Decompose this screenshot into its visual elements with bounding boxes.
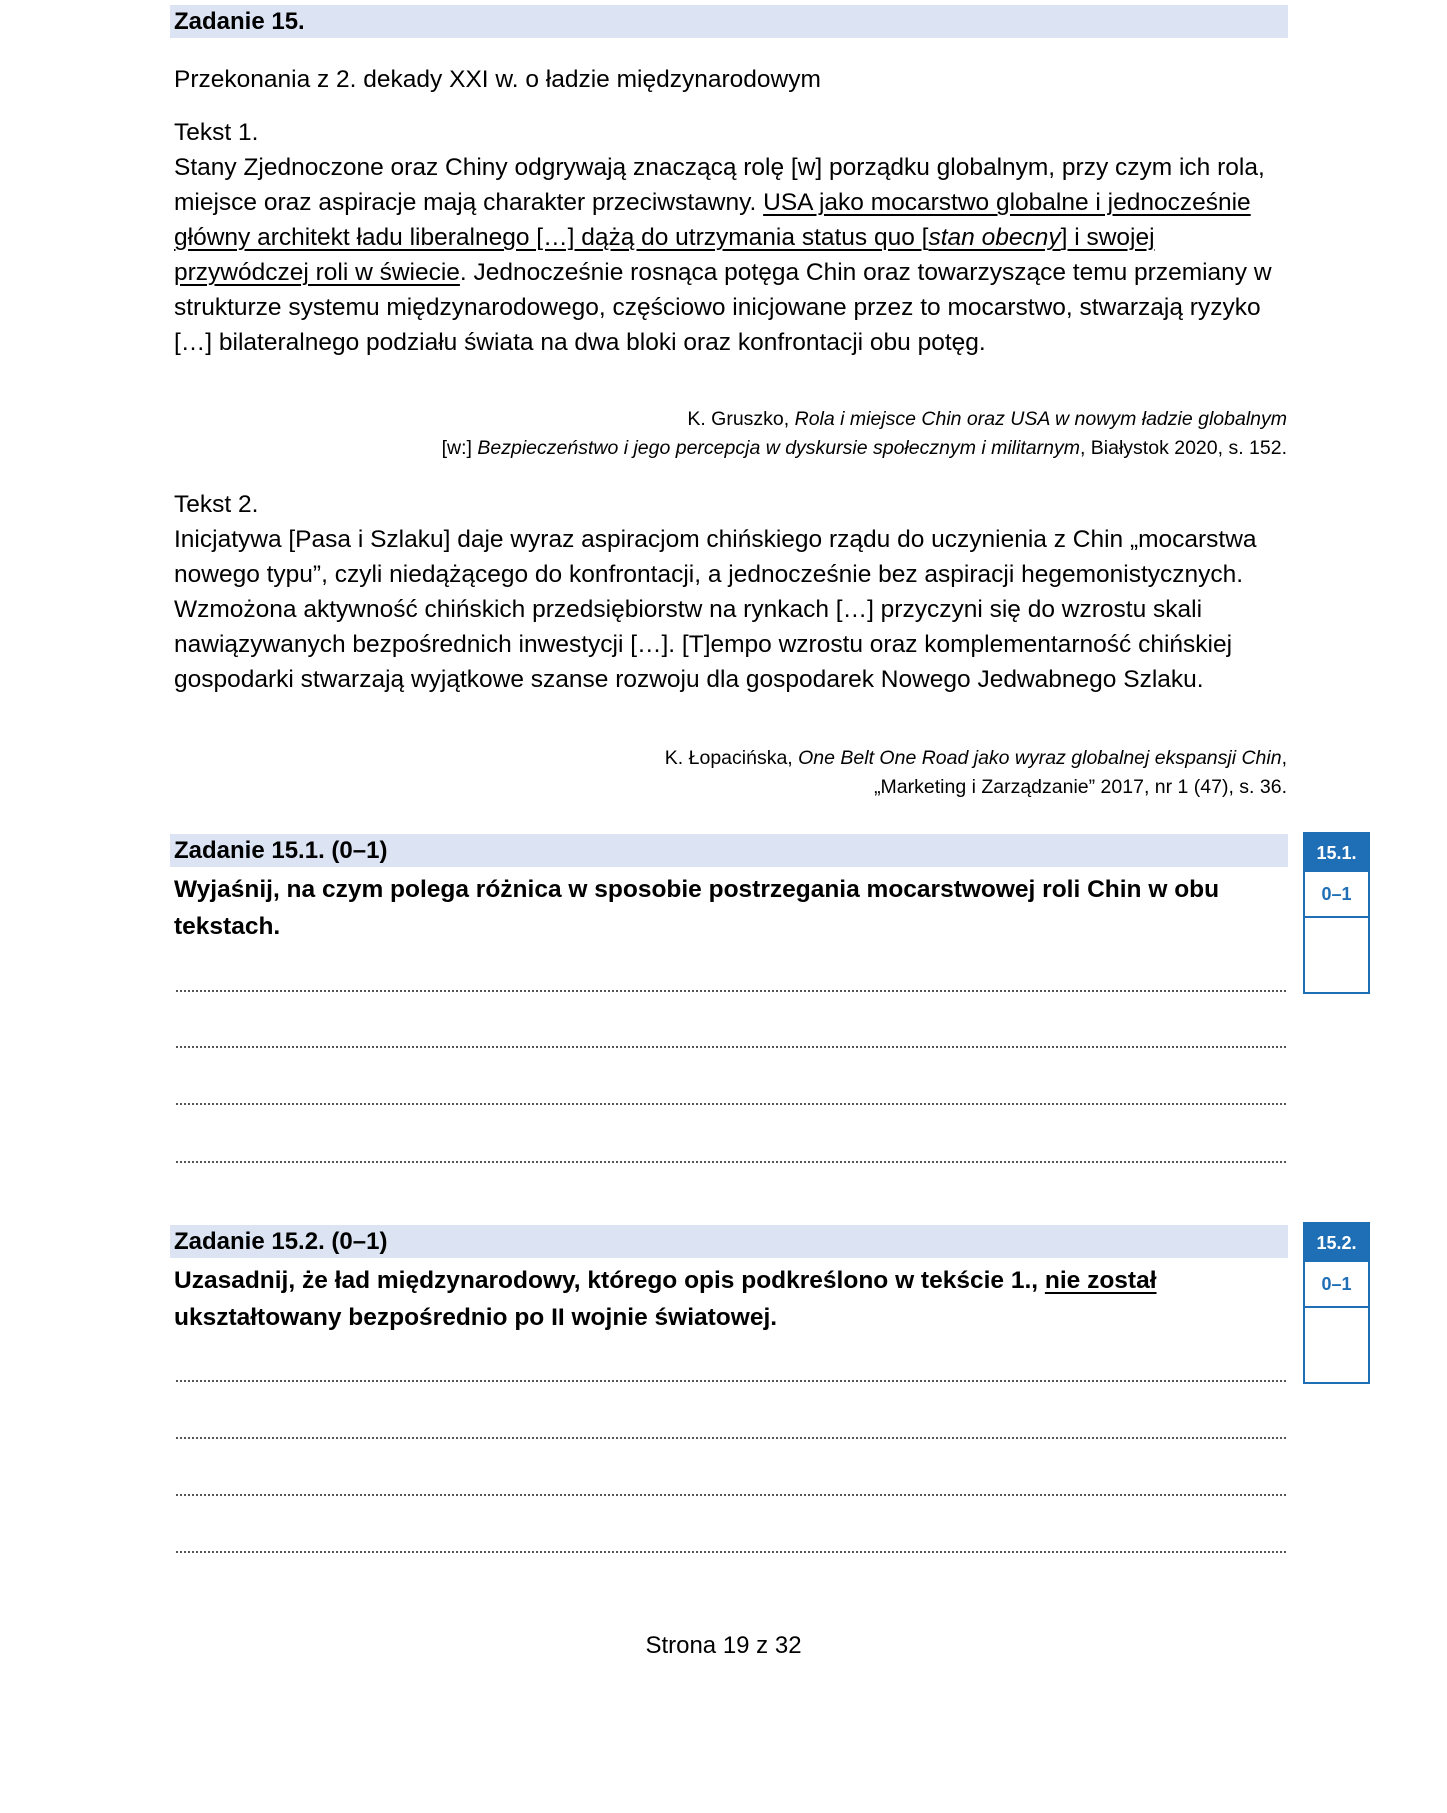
text1-cite-in: [w:]: [441, 437, 478, 459]
text1-underlined-a: USA jako mocarstwo globalne i jednocześnie główny architekt ładu liberalnego […] dążą do utrzymania status quo [: [174, 189, 1251, 251]
text2-label: Tekst 2.: [174, 491, 259, 518]
text1-citation-line1: [187, 405, 1287, 434]
answer-line[interactable]: [176, 990, 1286, 992]
text1-cite-title: Rola i miejsce Chin oraz USA w nowym ładzie globalnym: [794, 408, 1287, 430]
task-15-2-header: Zadanie 15.2. (0–1): [170, 1225, 1288, 1258]
text1-body: [174, 150, 1294, 360]
text1-underlined-b: ] i swojej przywódczej roli w świecie: [174, 224, 1155, 286]
text1-cite-author: K. Gruszko,: [687, 408, 795, 430]
page-number: Strona 19 z 32: [645, 1632, 802, 1659]
task-15-2-question: [174, 1262, 1264, 1336]
answer-line[interactable]: [176, 1437, 1286, 1439]
text1-part1: Stany Zjednoczone oraz Chiny odgrywają znaczącą rolę [w] porządku globalnym, przy czym ich rola, miejsce oraz aspiracje mają charakter przeciwstawny.: [174, 154, 1265, 216]
score-input-15-1[interactable]: [1305, 918, 1368, 994]
task-15-2-question-b: ukształtowany bezpośrednio po II wojnie światowej.: [174, 1304, 778, 1331]
task-15-1-question: Wyjaśnij, na czym polega różnica w sposobie postrzegania mocarstwowej roli Chin w obu tekstach.: [174, 876, 1220, 940]
task-15-header: Zadanie 15.: [170, 5, 1288, 38]
score-input-15-2[interactable]: [1305, 1308, 1368, 1384]
text1-underlined-italic: stan obecny: [928, 224, 1061, 251]
score-range-15-2: 0–1: [1305, 1262, 1368, 1308]
answer-line[interactable]: [176, 1494, 1286, 1496]
score-label-15-2: 15.2.: [1305, 1224, 1368, 1262]
task-intro: Przekonania z 2. dekady XXI w. o ładzie międzynarodowym: [174, 66, 821, 93]
text2-cite-author: K. Łopacińska,: [664, 747, 799, 769]
task-15-2-question-underlined: nie został: [1044, 1267, 1157, 1294]
answer-line[interactable]: [176, 1103, 1286, 1105]
score-box-15-1: [1303, 832, 1370, 994]
task-15-1-header: Zadanie 15.1. (0–1): [170, 834, 1288, 867]
score-range-15-1: 0–1: [1305, 872, 1368, 918]
answer-line[interactable]: [176, 1380, 1286, 1382]
text1-label: Tekst 1.: [174, 119, 259, 146]
answer-line[interactable]: [176, 1161, 1286, 1163]
answer-line[interactable]: [176, 1551, 1286, 1553]
text2-cite-comma: ,: [1281, 747, 1287, 769]
text1-cite-book: Bezpieczeństwo i jego percepcja w dyskursie społecznym i militarnym: [477, 437, 1080, 459]
score-label-15-1: 15.1.: [1305, 834, 1368, 872]
text2-body: Inicjatywa [Pasa i Szlaku] daje wyraz aspiracjom chińskiego rządu do uczynienia z Chin „mocarstwa nowego typu”, czyli niedążącego do konfrontacji, a jednocześnie bez aspiracji hegemonistycznych. Wzmożona aktywność chińskich przedsiębiorstw na rynkach […] przyczyni się do wzrostu skali nawiązywanych bezpośrednich inwestycji […]. [T]empo wzrostu oraz komplementarność chińskiej gospodarki stwarzają wyjątkowe szanse rozwoju dla gospodarek Nowego Jedwabnego Szlaku.: [174, 526, 1257, 693]
score-box-15-2: [1303, 1222, 1370, 1384]
text2-citation-line2: „Marketing i Zarządzanie” 2017, nr 1 (47), s. 36.: [874, 776, 1287, 798]
text1-part2: . Jednocześnie rosnąca potęga Chin oraz towarzyszące temu przemiany w strukturze systemu międzynarodowego, częściowo inicjowane przez to mocarstwo, stwarzają ryzyko […] bilateralnego podziału świata na dwa bloki oraz konfrontacji obu potęg.: [174, 259, 1272, 356]
text1-cite-rest: , Białystok 2020, s. 152.: [1079, 437, 1287, 459]
task-15-2-question-a: Uzasadnij, że ład międzynarodowy, którego opis podkreślono w tekście 1.,: [174, 1267, 1045, 1294]
answer-line[interactable]: [176, 1046, 1286, 1048]
text2-citation-line1: [187, 744, 1287, 773]
text2-cite-title: One Belt One Road jako wyraz globalnej ekspansji Chin: [798, 747, 1282, 769]
text1-citation-line2: [187, 434, 1287, 463]
